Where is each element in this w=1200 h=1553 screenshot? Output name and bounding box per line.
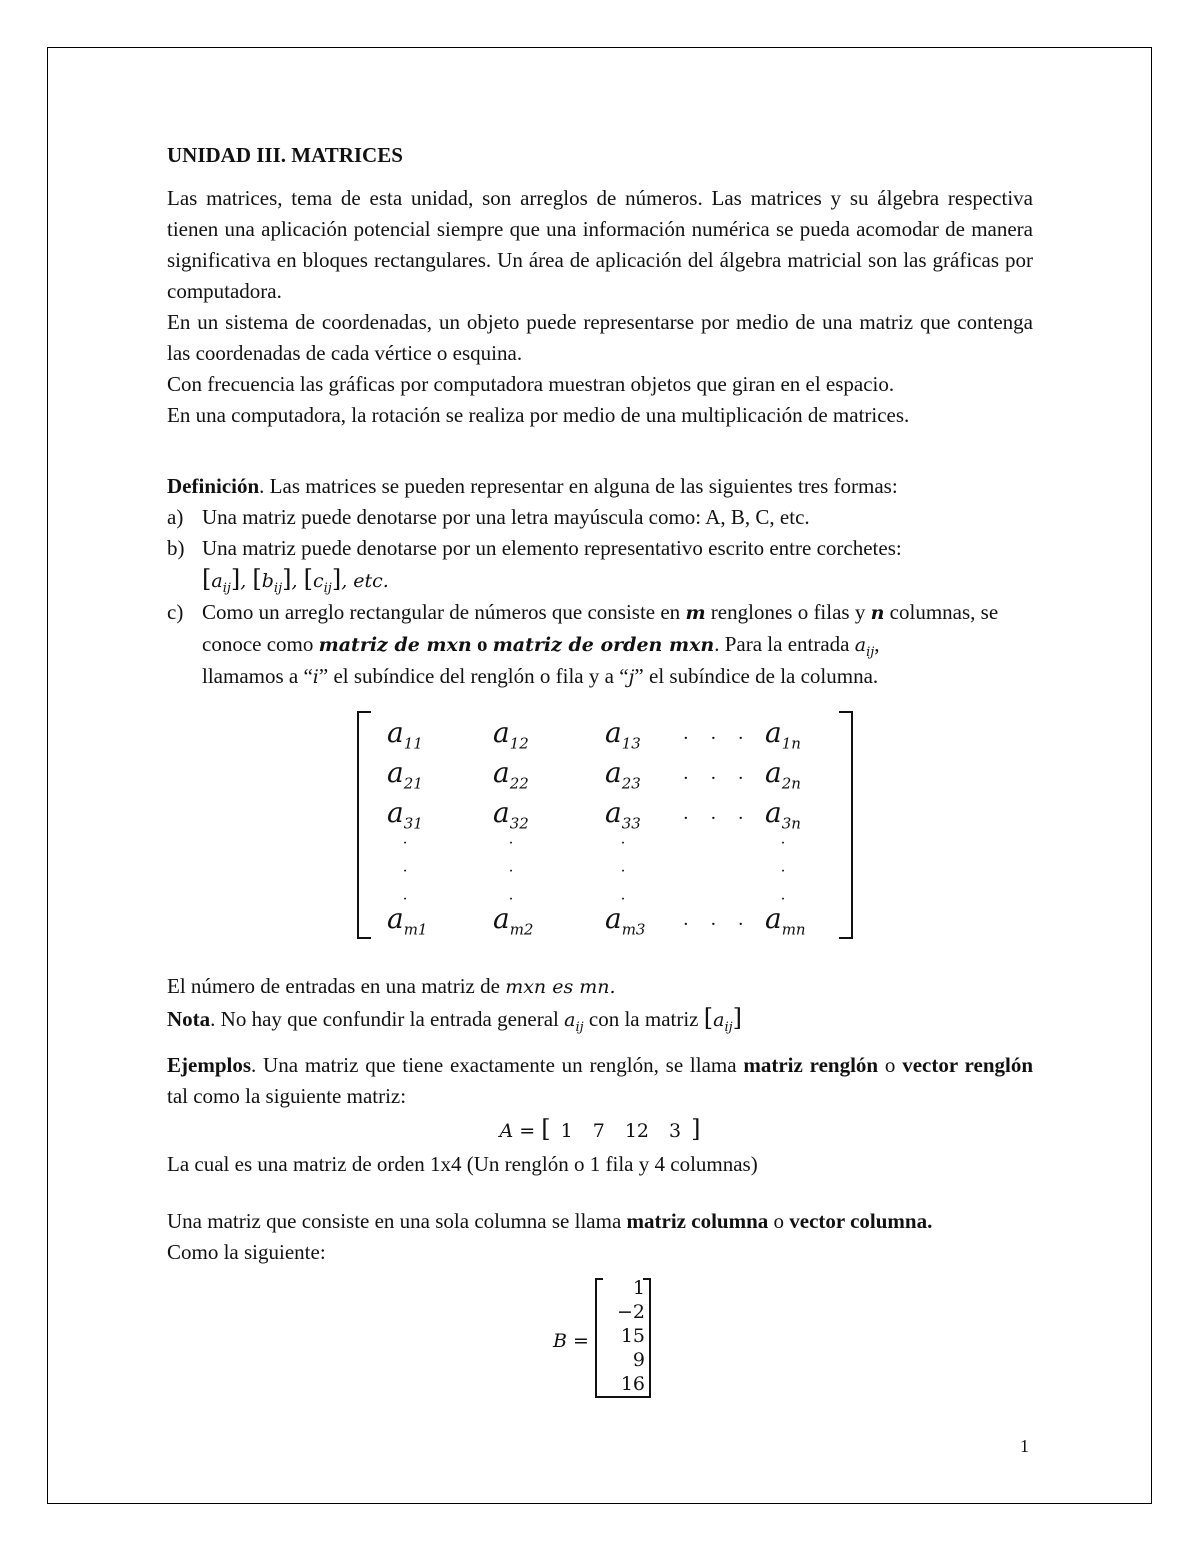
page-number: 1 (1020, 1436, 1029, 1456)
horizontal-ellipsis: · · · (683, 808, 752, 829)
right-bracket (839, 711, 853, 939)
column-values: 1 −2 15 9 16 (616, 1277, 645, 1395)
intro-paragraph-1: Las matrices, tema de esta unidad, son arreglos de números. Las matrices y su álgebra respectiva tienen una aplicación potencial siempre que una información numérica se pueda acomodar de manera significativa en bloques rectangulares. Un área de aplicación del álgebra matricial son las gráficas por computadora. (167, 186, 1033, 303)
vertical-ellipsis: · · · (402, 835, 408, 908)
column-paragraph-2: Como la siguiente: (167, 1240, 326, 1264)
definition-text: . Las matrices se pueden representar en alguna de las siguientes tres formas: (259, 474, 898, 498)
definition-paragraph (167, 471, 1033, 502)
matrix-entry: $a_{1n}$ (765, 716, 801, 753)
row-vector-equation: A = [ 1 7 12 3 ] (499, 1115, 701, 1143)
matrix-entry: $a_{31}$ (387, 796, 423, 833)
matrix-entry: $a_{22}$ (493, 756, 529, 793)
matrix-entry: $a_{21}$ (387, 756, 423, 793)
document-body (167, 140, 1033, 1410)
note-paragraph: Nota. No hay que confundir la entrada general $a_{ij}$ con la matriz $[a_{ij}]$ (167, 1004, 743, 1035)
page-title: UNIDAD III. MATRICES (167, 143, 403, 167)
matrix-entry: $a_{3n}$ (765, 796, 801, 833)
list-item-a: a) Una matriz puede denotarse por una letra mayúscula como: A, B, C, etc. (167, 505, 810, 529)
matrix-entry: $a_{mn}$ (765, 902, 806, 939)
vertical-ellipsis: · · · (508, 835, 514, 908)
matrix-entry: $a_{13}$ (605, 716, 641, 753)
intro-paragraph-4: En una computadora, la rotación se realiza por medio de una multiplicación de matrices. (167, 403, 910, 427)
column-paragraph: Una matriz que consiste en una sola columna se llama matriz columna o vector columna. (167, 1209, 933, 1233)
matrix-entry: $a_{m2}$ (493, 902, 534, 939)
bracket-notation: $[a_{ij}]$, $[b_{ij}]$, $[c_{ij}]$ (202, 565, 342, 596)
row-description: La cual es una matriz de orden 1x4 (Un renglón o 1 fila y 4 columnas) (167, 1152, 758, 1176)
column-vector-name: B = (553, 1330, 589, 1352)
horizontal-ellipsis: · · · (683, 728, 752, 749)
definition-label: Definición (167, 474, 260, 498)
matrix-entry: $a_{m3}$ (605, 902, 646, 939)
horizontal-ellipsis: · · · (683, 914, 752, 935)
matrix-entry: $a_{2n}$ (765, 756, 801, 793)
examples-paragraph: Ejemplos. Una matriz que tiene exactamente un renglón, se llama matriz renglón o vector renglón tal como la siguiente matriz: (167, 1053, 1034, 1108)
matrix-entry: $a_{11}$ (387, 716, 423, 753)
left-bracket (357, 711, 371, 939)
vertical-ellipsis: · · · (780, 835, 786, 908)
list-item-b: b) Una matriz puede denotarse por un elemento representativo escrito entre corchetes: $[a_{ij}]$, $[b_{ij}]$, $[c_{ij}]$, etc. (167, 536, 902, 596)
matrix-entry: $a_{23}$ (605, 756, 641, 793)
list-item-c: c) Como un arreglo rectangular de números que consiste en m renglones o filas y n columnas, se conoce como matriz de mxn o matriz de orden mxn. Para la entrada $a_{ij}$, llamamos a “i” el subíndice del renglón o fila y a “j” el subíndice de la columna. (167, 600, 999, 688)
matrix-entry: $a_{33}$ (605, 796, 641, 833)
horizontal-ellipsis: · · · (683, 768, 752, 789)
general-matrix (345, 701, 865, 963)
matrix-entry: $a_{12}$ (493, 716, 529, 753)
definition-list (167, 502, 1033, 693)
matrix-entry: $a_{m1}$ (387, 902, 428, 939)
intro-paragraph-3: Con frecuencia las gráficas por computadora muestran objetos que giran en el espacio. (167, 372, 895, 396)
matrix-entry: $a_{32}$ (493, 796, 529, 833)
vertical-ellipsis: · · · (620, 835, 626, 908)
intro-paragraph-2: En un sistema de coordenadas, un objeto puede representarse por medio de una matriz que contenga las coordenadas de cada vértice o esquina. (167, 310, 1033, 365)
column-vector-equation (167, 1274, 1033, 1410)
entries-paragraph: El número de entradas en una matriz de mxn es mn. (167, 974, 616, 998)
